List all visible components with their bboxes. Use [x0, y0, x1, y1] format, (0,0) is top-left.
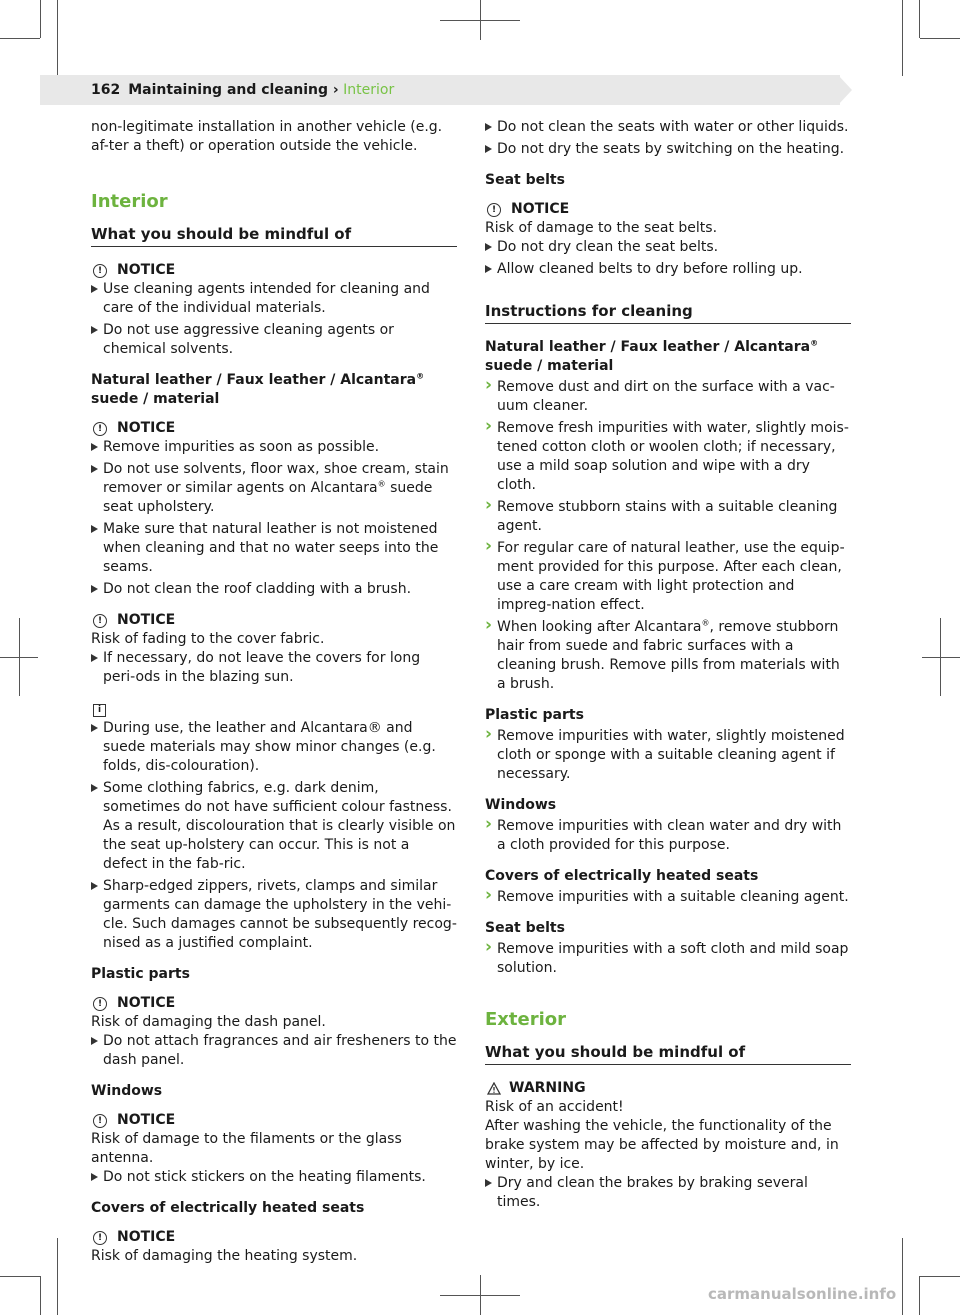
notice-heading: [485, 200, 851, 219]
subsection-title: What you should be mindful of: [485, 1042, 851, 1065]
left-column: [91, 118, 457, 1266]
leather-heading-a: Natural leather / Faux leather / Alcantara: [91, 372, 417, 388]
crop-mark: [0, 1276, 40, 1277]
step-list: [485, 817, 851, 855]
list-item: › Remove impurities with a suitable cleaning agent.: [485, 888, 851, 907]
notice-text: Risk of damage to the filaments or the glass antenna.: [91, 1131, 402, 1166]
list-item: Allow cleaned belts to dry before rolling up.: [485, 260, 851, 279]
bullet-list: [91, 1032, 457, 1070]
bullet-list: [485, 238, 851, 279]
bullet-list: [91, 719, 457, 953]
list-item: If necessary, do not leave the covers for long peri-ods in the blazing sun.: [91, 649, 457, 687]
info-heading: [91, 699, 457, 719]
list-item: › Remove impurities with a soft cloth and mild soap solution.: [485, 940, 851, 978]
list-item: [91, 460, 457, 517]
list-item: Do not use aggressive cleaning agents or chemical solvents.: [91, 321, 457, 359]
list-item: › For regular care of natural leather, use the equip-ment provided for this purpose. After each clean, use a care cream with light protection and impreg-nation effect.: [485, 539, 851, 615]
list-item: Do not dry clean the seat belts.: [485, 238, 851, 257]
crop-mark: [0, 38, 40, 39]
notice-heading: [91, 994, 457, 1013]
list-item: Do not clean the roof cladding with a brush.: [91, 580, 457, 599]
crop-mark: [40, 1276, 41, 1315]
crop-mark: [480, 1275, 481, 1315]
info-icon: i: [93, 704, 106, 717]
right-column: [485, 118, 851, 1224]
list-item: Sharp-edged zippers, rivets, clamps and similar garments can damage the upholstery in the vehi-cle. Such damages cannot be subsequently recog-nised as a justified complaint.: [91, 877, 457, 953]
list-item: Do not clean the seats with water or other liquids.: [485, 118, 851, 137]
list-item: Dry and clean the brakes by braking several times.: [485, 1174, 851, 1212]
list-item-text: Do not use solvents, floor wax, shoe cream, stain remover or similar agents on Alcantara: [103, 461, 449, 496]
list-item: Remove impurities as soon as possible.: [91, 438, 457, 457]
bullet-list: [91, 1168, 457, 1187]
notice-heading: [91, 419, 457, 438]
list-item-text: suede seat upholstery.: [103, 480, 433, 515]
list-item: [485, 618, 851, 694]
notice-heading: [91, 611, 457, 630]
leather-heading-a: Natural leather / Faux leather / Alcantara: [485, 339, 811, 355]
warning-text: Risk of an accident!: [485, 1099, 624, 1115]
crop-mark: [920, 1276, 960, 1277]
heated-seats-heading: Covers of electrically heated seats: [485, 868, 759, 884]
notice-icon: !: [93, 422, 107, 436]
warning-text: After washing the vehicle, the functionality of the brake system may be affected by moisture and, in winter, by ice.: [485, 1118, 839, 1172]
warning-icon: [487, 1082, 501, 1095]
windows-heading: Windows: [485, 797, 557, 813]
notice-text: Risk of fading to the cover fabric.: [91, 631, 325, 647]
list-item: Do not stick stickers on the heating filaments.: [91, 1168, 457, 1187]
bullet-list: [91, 649, 457, 687]
crop-mark: [480, 0, 481, 40]
list-item: Use cleaning agents intended for cleaning and care of the individual materials.: [91, 280, 457, 318]
list-item: Make sure that natural leather is not moistened when cleaning and that no water seeps into the seams.: [91, 520, 457, 577]
list-item: During use, the leather and Alcantara® and suede materials may show minor changes (e.g. folds, dis-colouration).: [91, 719, 457, 776]
step-list: [485, 940, 851, 978]
notice-icon: !: [93, 1231, 107, 1245]
crop-mark: [919, 0, 920, 38]
crop-mark: [920, 38, 960, 39]
seat-belts-heading: Seat belts: [485, 172, 565, 188]
notice-heading: [91, 1111, 457, 1130]
leather-heading: [91, 371, 457, 409]
notice-heading: [91, 261, 457, 280]
notice-label: NOTICE: [117, 612, 176, 628]
section-title-exterior: Exterior: [485, 1009, 567, 1030]
list-item: › Remove dust and dirt on the surface with a vac-uum cleaner.: [485, 378, 851, 416]
leather-heading: [485, 338, 851, 376]
notice-label: NOTICE: [117, 262, 176, 278]
crop-mark: [919, 1276, 920, 1315]
breadcrumb-chapter[interactable]: Maintaining and cleaning ›: [128, 82, 339, 98]
page-number: 162: [91, 82, 121, 98]
notice-label: NOTICE: [117, 420, 176, 436]
breadcrumb-section[interactable]: Interior: [338, 82, 395, 98]
bullet-list: [485, 118, 851, 159]
header-arrow: [838, 75, 852, 105]
windows-heading: Windows: [91, 1083, 163, 1099]
crop-mark: [902, 0, 903, 76]
registered-mark: ®: [810, 338, 819, 348]
list-item: › Remove impurities with water, slightly moistened cloth or sponge with a suitable cleaning agent if necessary.: [485, 727, 851, 784]
registered-mark: ®: [377, 479, 386, 489]
crop-mark: [19, 618, 20, 696]
bullet-list: [91, 438, 457, 599]
plastic-heading: Plastic parts: [485, 707, 584, 723]
crop-mark: [922, 657, 960, 658]
section-title-interior: Interior: [91, 191, 168, 212]
step-list: [485, 727, 851, 784]
notice-icon: !: [93, 1114, 107, 1128]
notice-text: Risk of damaging the dash panel.: [91, 1014, 326, 1030]
notice-text: Risk of damaging the heating system.: [91, 1248, 358, 1264]
notice-label: NOTICE: [117, 995, 176, 1011]
notice-heading: [91, 1228, 457, 1247]
crop-mark: [940, 618, 941, 696]
registered-mark: ®: [701, 618, 710, 628]
breadcrumb: [91, 80, 394, 100]
list-item-text: , remove stubborn hair from suede and fabric surfaces with a cleaning brush. Remove pills from materials with a brush.: [497, 619, 840, 692]
leather-heading-b: suede / material: [485, 358, 614, 374]
intro-text: non-legitimate installation in another vehicle (e.g. af-ter a theft) or operation outside the vehicle.: [91, 119, 443, 154]
notice-text: Risk of damage to the seat belts.: [485, 220, 718, 236]
crop-mark: [902, 1238, 903, 1315]
crop-mark: [57, 1238, 58, 1315]
notice-icon: !: [93, 264, 107, 278]
notice-label: NOTICE: [117, 1112, 176, 1128]
leather-heading-b: suede / material: [91, 391, 220, 407]
list-item: Do not attach fragrances and air fresheners to the dash panel.: [91, 1032, 457, 1070]
list-item: Some clothing fabrics, e.g. dark denim, sometimes do not have sufficient colour fastness. As a result, discolouration that is clearly visible on the seat up-holstery can occur. This is not a defect in the fab-ric.: [91, 779, 457, 874]
bullet-list: [91, 280, 457, 359]
list-item: › Remove impurities with clean water and dry with a cloth provided for this purpose.: [485, 817, 851, 855]
warning-label: WARNING: [509, 1080, 586, 1096]
heated-seats-heading: Covers of electrically heated seats: [91, 1200, 365, 1216]
notice-icon: !: [487, 203, 501, 217]
cleaning-instructions-title: Instructions for cleaning: [485, 301, 851, 324]
notice-icon: !: [93, 997, 107, 1011]
subsection-title: What you should be mindful of: [91, 224, 457, 247]
warning-heading: [485, 1079, 851, 1098]
seat-belts-heading: Seat belts: [485, 920, 565, 936]
notice-label: NOTICE: [117, 1229, 176, 1245]
list-item: › Remove stubborn stains with a suitable cleaning agent.: [485, 498, 851, 536]
watermark: carmanualsonline.info: [708, 1285, 897, 1303]
list-item: › Remove fresh impurities with water, slightly mois-tened cotton cloth or woolen cloth; if necessary, use a mild soap solution and wipe with a dry cloth.: [485, 419, 851, 495]
notice-label: NOTICE: [511, 201, 570, 217]
step-list: [485, 378, 851, 694]
notice-icon: !: [93, 614, 107, 628]
crop-mark: [57, 0, 58, 76]
registered-mark: ®: [416, 371, 425, 381]
list-item: Do not dry the seats by switching on the heating.: [485, 140, 851, 159]
step-list: [485, 888, 851, 907]
plastic-heading: Plastic parts: [91, 966, 190, 982]
crop-mark: [40, 0, 41, 38]
bullet-list: [485, 1174, 851, 1212]
list-item-text: When looking after Alcantara: [497, 619, 702, 635]
